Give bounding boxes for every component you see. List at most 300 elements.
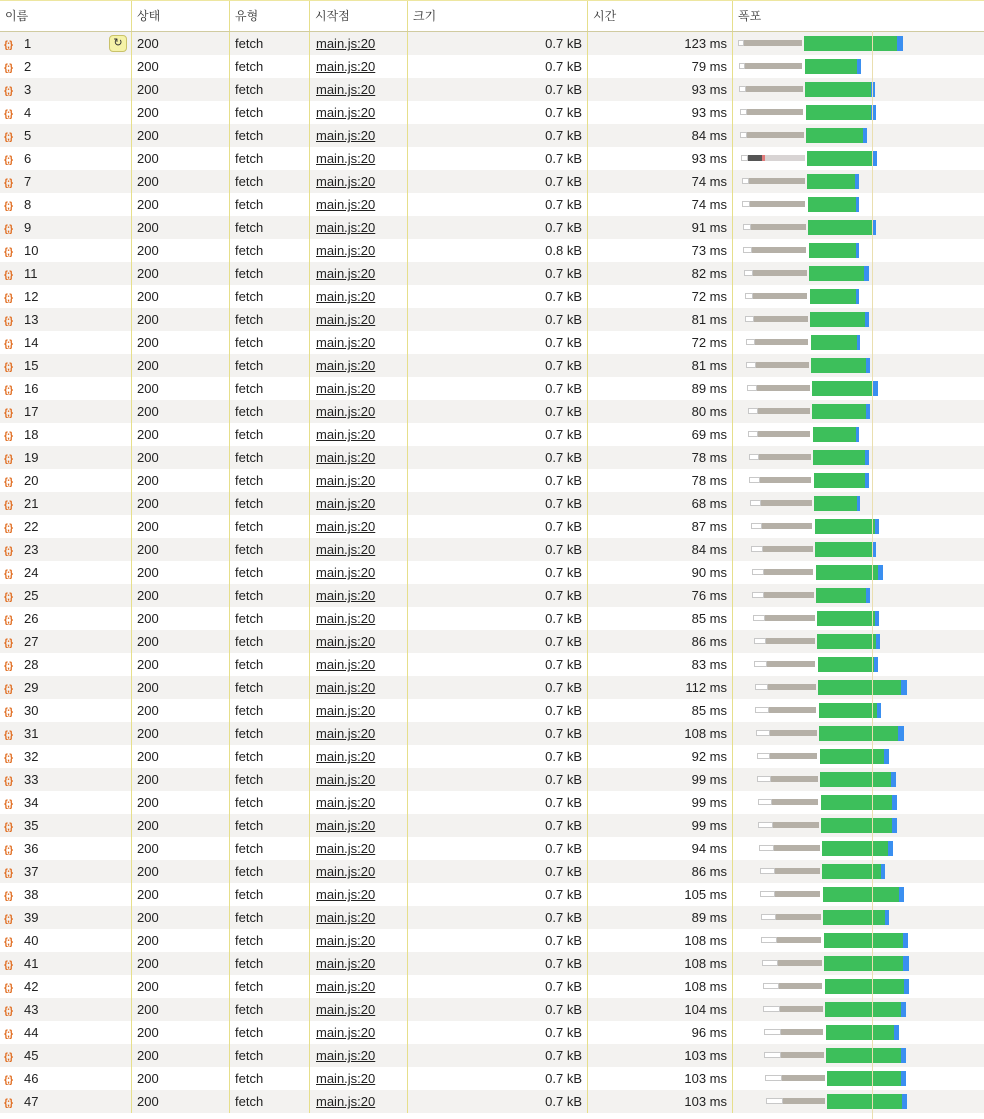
initiator-link[interactable]: main.js:20 (316, 956, 376, 971)
waterfall-waiting-segment (820, 772, 891, 787)
cell-name[interactable] (0, 469, 132, 492)
cell-waterfall[interactable] (733, 837, 984, 860)
cell-waterfall[interactable] (733, 998, 984, 1021)
cell-waterfall[interactable] (733, 860, 984, 883)
cell-waterfall[interactable] (733, 538, 984, 561)
table-row[interactable] (0, 308, 984, 331)
initiator-link[interactable]: main.js:20 (316, 151, 376, 166)
cell-name[interactable] (0, 722, 132, 745)
waterfall-download-segment (856, 289, 860, 304)
cell-name[interactable] (0, 308, 132, 331)
cell-waterfall[interactable] (733, 745, 984, 768)
table-row[interactable] (0, 423, 984, 446)
waterfall-waiting-segment (819, 726, 898, 741)
cell-name[interactable] (0, 814, 132, 837)
table-row[interactable] (0, 101, 984, 124)
table-row[interactable] (0, 400, 984, 423)
cell-name[interactable] (0, 1067, 132, 1090)
cell-name[interactable] (0, 400, 132, 423)
cell-waterfall[interactable] (733, 1044, 984, 1067)
cell-waterfall[interactable] (733, 975, 984, 998)
initiator-link[interactable]: main.js:20 (316, 588, 376, 603)
cell-name[interactable] (0, 55, 132, 78)
cell-name[interactable] (0, 101, 132, 124)
waterfall-download-segment (904, 979, 909, 994)
table-row[interactable] (0, 1044, 984, 1067)
initiator-link[interactable]: main.js:20 (316, 772, 376, 787)
waterfall-download-segment (866, 404, 870, 419)
table-row[interactable] (0, 561, 984, 584)
cell-status: 200 (132, 1090, 230, 1113)
waterfall-bar (733, 883, 984, 906)
table-row[interactable] (0, 952, 984, 975)
table-row[interactable] (0, 1067, 984, 1090)
cell-waterfall[interactable] (733, 722, 984, 745)
table-row[interactable] (0, 492, 984, 515)
cell-name[interactable] (0, 515, 132, 538)
waterfall-download-segment (873, 381, 877, 396)
initiator-link[interactable]: main.js:20 (316, 450, 376, 465)
column-header-waterfall[interactable]: 폭포 (738, 9, 762, 23)
cell-size: 0.7 kB (408, 285, 588, 308)
column-header-size[interactable]: 크기 (408, 1, 588, 31)
cell-waterfall[interactable] (733, 561, 984, 584)
table-row[interactable] (0, 193, 984, 216)
cell-initiator (310, 308, 408, 331)
cell-type: fetch (230, 492, 310, 515)
waterfall-bar (733, 722, 984, 745)
table-row[interactable] (0, 55, 984, 78)
cell-waterfall[interactable] (733, 285, 984, 308)
cell-waterfall[interactable] (733, 699, 984, 722)
cell-name[interactable] (0, 952, 132, 975)
table-row[interactable] (0, 216, 984, 239)
waterfall-waiting-segment (825, 979, 904, 994)
initiator-link[interactable]: main.js:20 (316, 59, 376, 74)
waterfall-bar (733, 469, 984, 492)
initiator-link[interactable]: main.js:20 (316, 82, 376, 97)
cell-waterfall[interactable] (733, 78, 984, 101)
cell-name[interactable] (0, 262, 132, 285)
cell-type: fetch (230, 400, 310, 423)
initiator-link[interactable]: main.js:20 (316, 312, 376, 327)
table-row[interactable] (0, 147, 984, 170)
waterfall-stall-segment (753, 270, 808, 276)
fetch-braces-icon: {;} (4, 63, 13, 74)
initiator-link[interactable]: main.js:20 (316, 358, 376, 373)
table-row[interactable] (0, 975, 984, 998)
initiator-link[interactable]: main.js:20 (316, 105, 376, 120)
column-header-status[interactable]: 상태 (132, 1, 230, 31)
cell-waterfall[interactable] (733, 768, 984, 791)
waterfall-stall-segment (750, 201, 806, 207)
initiator-link[interactable]: main.js:20 (316, 128, 376, 143)
cell-waterfall[interactable] (733, 906, 984, 929)
table-row[interactable] (0, 32, 984, 55)
cell-size: 0.7 kB (408, 768, 588, 791)
initiator-link[interactable]: main.js:20 (316, 36, 376, 51)
cell-name[interactable] (0, 630, 132, 653)
cell-name[interactable] (0, 492, 132, 515)
fetch-braces-icon: {;} (4, 914, 13, 925)
table-row[interactable] (0, 998, 984, 1021)
cell-type: fetch (230, 745, 310, 768)
cell-waterfall[interactable] (733, 377, 984, 400)
table-row[interactable] (0, 262, 984, 285)
cell-status: 200 (132, 400, 230, 423)
cell-initiator (310, 699, 408, 722)
table-row[interactable] (0, 722, 984, 745)
cell-waterfall[interactable] (733, 400, 984, 423)
waterfall-bar (733, 423, 984, 446)
initiator-link[interactable]: main.js:20 (316, 979, 376, 994)
waterfall-waiting-segment (827, 1071, 902, 1086)
request-name: 37 (24, 864, 39, 879)
initiator-link[interactable]: main.js:20 (316, 611, 376, 626)
cell-type: fetch (230, 975, 310, 998)
initiator-link[interactable]: main.js:20 (316, 197, 376, 212)
fetch-braces-icon: {;} (4, 799, 13, 810)
cell-waterfall[interactable] (733, 423, 984, 446)
cell-status: 200 (132, 262, 230, 285)
request-name: 46 (24, 1071, 39, 1086)
table-row[interactable] (0, 768, 984, 791)
table-row[interactable] (0, 883, 984, 906)
waterfall-stall-segment (764, 592, 814, 598)
waterfall-waiting-segment (808, 197, 856, 212)
cell-waterfall[interactable] (733, 469, 984, 492)
cell-size: 0.7 kB (408, 998, 588, 1021)
initiator-link[interactable]: main.js:20 (316, 910, 376, 925)
table-row[interactable] (0, 538, 984, 561)
cell-name[interactable] (0, 791, 132, 814)
table-row[interactable] (0, 906, 984, 929)
cell-time: 69 ms (588, 423, 733, 446)
table-row[interactable] (0, 676, 984, 699)
waterfall-download-segment (899, 887, 904, 902)
cell-name[interactable] (0, 354, 132, 377)
table-row[interactable] (0, 124, 984, 147)
cell-size: 0.7 kB (408, 423, 588, 446)
table-row[interactable] (0, 630, 984, 653)
cell-waterfall[interactable] (733, 1021, 984, 1044)
request-name: 36 (24, 841, 39, 856)
table-row[interactable] (0, 1021, 984, 1044)
cell-name[interactable] (0, 331, 132, 354)
initiator-link[interactable]: main.js:20 (316, 749, 376, 764)
request-name: 5 (24, 128, 32, 143)
cell-status: 200 (132, 55, 230, 78)
cell-size: 0.7 kB (408, 607, 588, 630)
cell-type: fetch (230, 584, 310, 607)
fetch-braces-icon: {;} (4, 822, 13, 833)
waterfall-stall-segment (770, 753, 817, 759)
cell-size: 0.7 kB (408, 975, 588, 998)
column-header-initiator[interactable]: 시작점 (310, 1, 408, 31)
cell-size: 0.7 kB (408, 469, 588, 492)
cell-name[interactable] (0, 975, 132, 998)
cell-waterfall[interactable] (733, 883, 984, 906)
cell-name[interactable] (0, 32, 132, 55)
waterfall-queue-segment (760, 868, 775, 874)
waterfall-download-segment (865, 312, 869, 327)
cell-size: 0.7 kB (408, 331, 588, 354)
cell-name[interactable] (0, 906, 132, 929)
table-row[interactable] (0, 239, 984, 262)
table-row[interactable] (0, 745, 984, 768)
waterfall-stall-segment (746, 86, 803, 92)
fetch-braces-icon: {;} (4, 730, 13, 741)
cell-time: 96 ms (588, 1021, 733, 1044)
cell-size: 0.7 kB (408, 814, 588, 837)
cell-name[interactable] (0, 768, 132, 791)
cell-type: fetch (230, 699, 310, 722)
table-row[interactable] (0, 791, 984, 814)
cell-size: 0.7 kB (408, 1067, 588, 1090)
cell-name[interactable] (0, 193, 132, 216)
cell-waterfall[interactable] (733, 193, 984, 216)
cell-initiator (310, 469, 408, 492)
cell-type: fetch (230, 1090, 310, 1113)
table-row[interactable] (0, 377, 984, 400)
initiator-link[interactable]: main.js:20 (316, 818, 376, 833)
cell-name[interactable] (0, 377, 132, 400)
request-name: 44 (24, 1025, 39, 1040)
fetch-braces-icon: {;} (4, 661, 13, 672)
cell-name[interactable] (0, 676, 132, 699)
cell-status: 200 (132, 699, 230, 722)
cell-waterfall[interactable] (733, 653, 984, 676)
cell-type: fetch (230, 331, 310, 354)
waterfall-queue-segment (746, 362, 756, 368)
initiator-link[interactable]: main.js:20 (316, 933, 376, 948)
cell-waterfall[interactable] (733, 446, 984, 469)
waterfall-stall-segment (761, 500, 812, 506)
initiator-link[interactable]: main.js:20 (316, 404, 376, 419)
fetch-braces-icon: {;} (4, 891, 13, 902)
cell-name[interactable] (0, 1044, 132, 1067)
initiator-link[interactable]: main.js:20 (316, 841, 376, 856)
cell-waterfall[interactable] (733, 55, 984, 78)
cell-time: 93 ms (588, 101, 733, 124)
replay-icon[interactable]: ↻ (109, 35, 127, 52)
table-row[interactable] (0, 653, 984, 676)
initiator-link[interactable]: main.js:20 (316, 1025, 376, 1040)
cell-waterfall[interactable] (733, 584, 984, 607)
cell-name[interactable] (0, 745, 132, 768)
initiator-link[interactable]: main.js:20 (316, 542, 376, 557)
waterfall-bar (733, 676, 984, 699)
waterfall-stall-segment (776, 914, 821, 920)
cell-name[interactable] (0, 124, 132, 147)
initiator-link[interactable]: main.js:20 (316, 565, 376, 580)
table-row[interactable] (0, 446, 984, 469)
waterfall-queue-segment (749, 477, 760, 483)
initiator-link[interactable]: main.js:20 (316, 864, 376, 879)
cell-initiator (310, 607, 408, 630)
cell-waterfall[interactable] (733, 124, 984, 147)
cell-time: 86 ms (588, 630, 733, 653)
initiator-link[interactable]: main.js:20 (316, 703, 376, 718)
initiator-link[interactable]: main.js:20 (316, 1002, 376, 1017)
initiator-link[interactable]: main.js:20 (316, 726, 376, 741)
waterfall-waiting-segment (811, 358, 866, 373)
table-row[interactable] (0, 929, 984, 952)
cell-name[interactable] (0, 929, 132, 952)
cell-waterfall[interactable] (733, 239, 984, 262)
cell-status: 200 (132, 538, 230, 561)
cell-waterfall[interactable] (733, 515, 984, 538)
waterfall-waiting-segment (816, 588, 866, 603)
waterfall-waiting-segment (807, 174, 855, 189)
cell-type: fetch (230, 101, 310, 124)
cell-waterfall[interactable] (733, 791, 984, 814)
table-row[interactable] (0, 699, 984, 722)
cell-time: 112 ms (588, 676, 733, 699)
cell-waterfall[interactable] (733, 170, 984, 193)
fetch-braces-icon: {;} (4, 776, 13, 787)
cell-waterfall[interactable] (733, 814, 984, 837)
initiator-link[interactable]: main.js:20 (316, 634, 376, 649)
cell-waterfall[interactable] (733, 929, 984, 952)
cell-time: 94 ms (588, 837, 733, 860)
cell-name[interactable] (0, 1021, 132, 1044)
table-row[interactable] (0, 1090, 984, 1113)
fetch-braces-icon: {;} (4, 1075, 13, 1086)
cell-waterfall[interactable] (733, 607, 984, 630)
cell-time: 76 ms (588, 584, 733, 607)
cell-status: 200 (132, 722, 230, 745)
cell-waterfall[interactable] (733, 1090, 984, 1113)
cell-status: 200 (132, 308, 230, 331)
cell-name[interactable] (0, 446, 132, 469)
cell-status: 200 (132, 860, 230, 883)
cell-name[interactable] (0, 216, 132, 239)
initiator-link[interactable]: main.js:20 (316, 220, 376, 235)
cell-name[interactable] (0, 1090, 132, 1113)
cell-name[interactable] (0, 285, 132, 308)
request-name: 1 (24, 36, 32, 51)
initiator-link[interactable]: main.js:20 (316, 519, 376, 534)
waterfall-bar (733, 538, 984, 561)
initiator-link[interactable]: main.js:20 (316, 266, 376, 281)
cell-name[interactable] (0, 837, 132, 860)
table-row[interactable] (0, 469, 984, 492)
cell-waterfall[interactable] (733, 101, 984, 124)
waterfall-bar (733, 308, 984, 331)
cell-size: 0.7 kB (408, 515, 588, 538)
cell-name[interactable] (0, 998, 132, 1021)
cell-waterfall[interactable] (733, 492, 984, 515)
cell-type: fetch (230, 630, 310, 653)
cell-name[interactable] (0, 170, 132, 193)
initiator-link[interactable]: main.js:20 (316, 680, 376, 695)
initiator-link[interactable]: main.js:20 (316, 887, 376, 902)
cell-name[interactable] (0, 78, 132, 101)
initiator-link[interactable]: main.js:20 (316, 1094, 376, 1109)
table-row[interactable] (0, 515, 984, 538)
table-row[interactable] (0, 607, 984, 630)
cell-name[interactable] (0, 584, 132, 607)
cell-waterfall[interactable] (733, 147, 984, 170)
cell-waterfall[interactable] (733, 676, 984, 699)
initiator-link[interactable]: main.js:20 (316, 427, 376, 442)
cell-name[interactable] (0, 423, 132, 446)
table-row[interactable] (0, 170, 984, 193)
cell-waterfall[interactable] (733, 308, 984, 331)
cell-waterfall[interactable] (733, 32, 984, 55)
waterfall-waiting-segment (824, 933, 903, 948)
column-header-name[interactable]: 이름 (0, 1, 132, 31)
cell-waterfall[interactable] (733, 1067, 984, 1090)
table-row[interactable] (0, 354, 984, 377)
table-row[interactable] (0, 814, 984, 837)
waterfall-bar (733, 170, 984, 193)
cell-name[interactable] (0, 607, 132, 630)
cell-name[interactable] (0, 883, 132, 906)
column-header-time[interactable]: 시간 (588, 1, 733, 31)
waterfall-waiting-segment (824, 956, 903, 971)
cell-status: 200 (132, 584, 230, 607)
initiator-link[interactable]: main.js:20 (316, 381, 376, 396)
initiator-link[interactable]: main.js:20 (316, 657, 376, 672)
cell-size: 0.7 kB (408, 791, 588, 814)
cell-waterfall[interactable] (733, 331, 984, 354)
cell-time: 108 ms (588, 952, 733, 975)
table-row[interactable] (0, 837, 984, 860)
waterfall-queue-segment (750, 500, 761, 506)
cell-name[interactable] (0, 561, 132, 584)
cell-name[interactable] (0, 653, 132, 676)
cell-waterfall[interactable] (733, 630, 984, 653)
initiator-link[interactable]: main.js:20 (316, 243, 376, 258)
table-row[interactable] (0, 860, 984, 883)
cell-type: fetch (230, 860, 310, 883)
initiator-link[interactable]: main.js:20 (316, 1071, 376, 1086)
cell-name[interactable] (0, 239, 132, 262)
cell-name[interactable] (0, 147, 132, 170)
initiator-link[interactable]: main.js:20 (316, 496, 376, 511)
cell-initiator (310, 354, 408, 377)
table-row[interactable] (0, 78, 984, 101)
table-row[interactable] (0, 285, 984, 308)
waterfall-download-segment (884, 749, 889, 764)
cell-waterfall[interactable] (733, 216, 984, 239)
table-row[interactable] (0, 584, 984, 607)
waterfall-queue-segment (751, 523, 762, 529)
cell-waterfall[interactable] (733, 354, 984, 377)
table-row[interactable] (0, 331, 984, 354)
waterfall-bar (733, 239, 984, 262)
initiator-link[interactable]: main.js:20 (316, 473, 376, 488)
cell-status: 200 (132, 745, 230, 768)
column-header-type[interactable]: 유형 (230, 1, 310, 31)
cell-name[interactable] (0, 699, 132, 722)
cell-waterfall[interactable] (733, 952, 984, 975)
initiator-link[interactable]: main.js:20 (316, 1048, 376, 1063)
waterfall-stall-segment (759, 454, 811, 460)
initiator-link[interactable]: main.js:20 (316, 289, 376, 304)
cell-waterfall[interactable] (733, 262, 984, 285)
initiator-link[interactable]: main.js:20 (316, 795, 376, 810)
cell-name[interactable] (0, 860, 132, 883)
initiator-link[interactable]: main.js:20 (316, 174, 376, 189)
waterfall-waiting-segment (819, 703, 877, 718)
cell-name[interactable] (0, 538, 132, 561)
fetch-braces-icon: {;} (4, 500, 13, 511)
waterfall-bar (733, 193, 984, 216)
initiator-link[interactable]: main.js:20 (316, 335, 376, 350)
